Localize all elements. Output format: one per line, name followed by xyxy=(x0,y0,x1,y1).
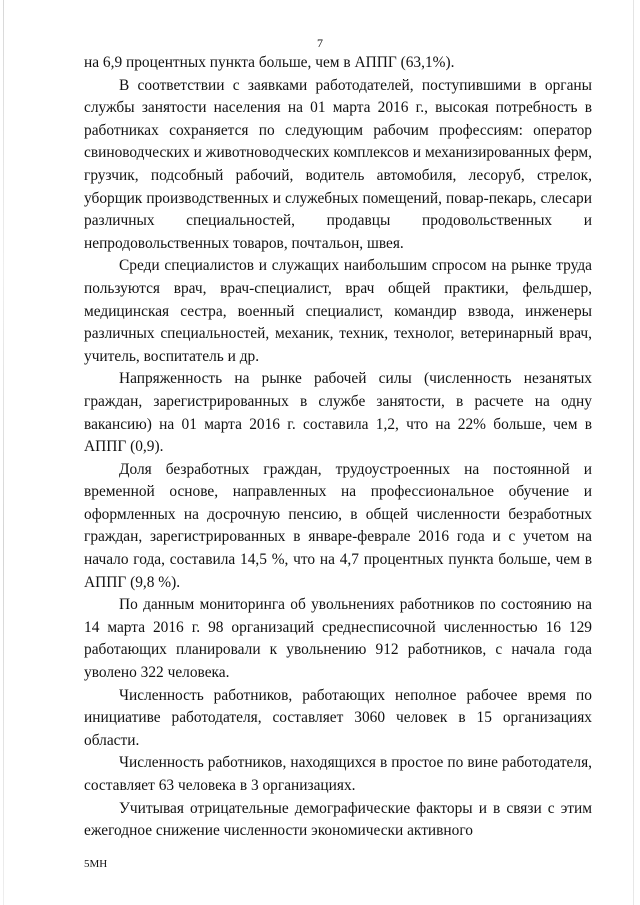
scan-edge-right xyxy=(633,0,634,905)
paragraph-labor-tension: Напряженность на рынке рабочей силы (численность незанятых граждан, зарегистрированных в службе занятости, в расчете на одну вакансию) на 01 марта 2016 г. составила 1,2, что на 22% больше, чем в АППГ (0,9). xyxy=(84,370,592,456)
paragraph-demographics: Учитывая отрицательные демографические факторы и в связи с этим ежегодное снижение численности экономически активного xyxy=(84,799,592,840)
paragraph-layoff-monitoring: По данным мониторинга об увольнениях работников по состоянию на 14 марта 2016 г. 98 организаций среднесписочной численностью 16 129 работающих планировали к увольнению 912 работников, с начала года уволено 322 человека. xyxy=(84,596,592,682)
paragraph-continuation: на 6,9 процентных пункта больше, чем в АППГ (63,1%). xyxy=(84,54,455,71)
paragraph-part-time: Численность работников, работающих неполное рабочее время по инициативе работодателя, составляет 3060 человек в 15 организациях области. xyxy=(84,686,592,749)
scan-edge-left xyxy=(3,0,4,905)
footer-code: 5МН xyxy=(84,858,108,870)
document-body xyxy=(84,52,592,843)
paragraph-downtime: Численность работников, находящихся в простое по вине работодателя, составляет 63 человека в 3 организациях. xyxy=(84,754,592,794)
page-number: 7 xyxy=(317,36,323,50)
paragraph-unemployed-share: Доля безработных граждан, трудоустроенных на постоянной и временной основе, направленных на профессиональное обучение и оформленных на досрочную пенсию, в общей численности безработных граждан, зарегистрированных в январе-феврале 2016 года и с учетом на начало года, составила 14,5 %, что на 4,7 процентных пункта больше, чем в АППГ (9,8 %). xyxy=(84,460,592,591)
paragraph-vacancies-workers: В соответствии с заявками работодателей, поступившими в органы службы занятости населения на 01 марта 2016 г., высокая потребность в работниках сохраняется по следующим рабочим профессиям: оператор свиноводческих и животноводческих комплексов и механизированных ферм, грузчик, подсобный рабочий, водитель автомобиля, лесоруб, стрелок, уборщик производственных и служебных помещений, повар-пекарь, слесари различных специальностей, продавцы продовольственных и непродовольственных товаров, почтальон, швея. xyxy=(84,76,592,252)
paragraph-vacancies-specialists: Среди специалистов и служащих наибольшим спросом на рынке труда пользуются врач, врач-специалист, врач общей практики, фельдшер, медицинская сестра, военный специалист, командир взвода, инженеры различных специальностей, механик, техник, технолог, ветеринарный врач, учитель, воспитатель и др. xyxy=(84,257,592,365)
